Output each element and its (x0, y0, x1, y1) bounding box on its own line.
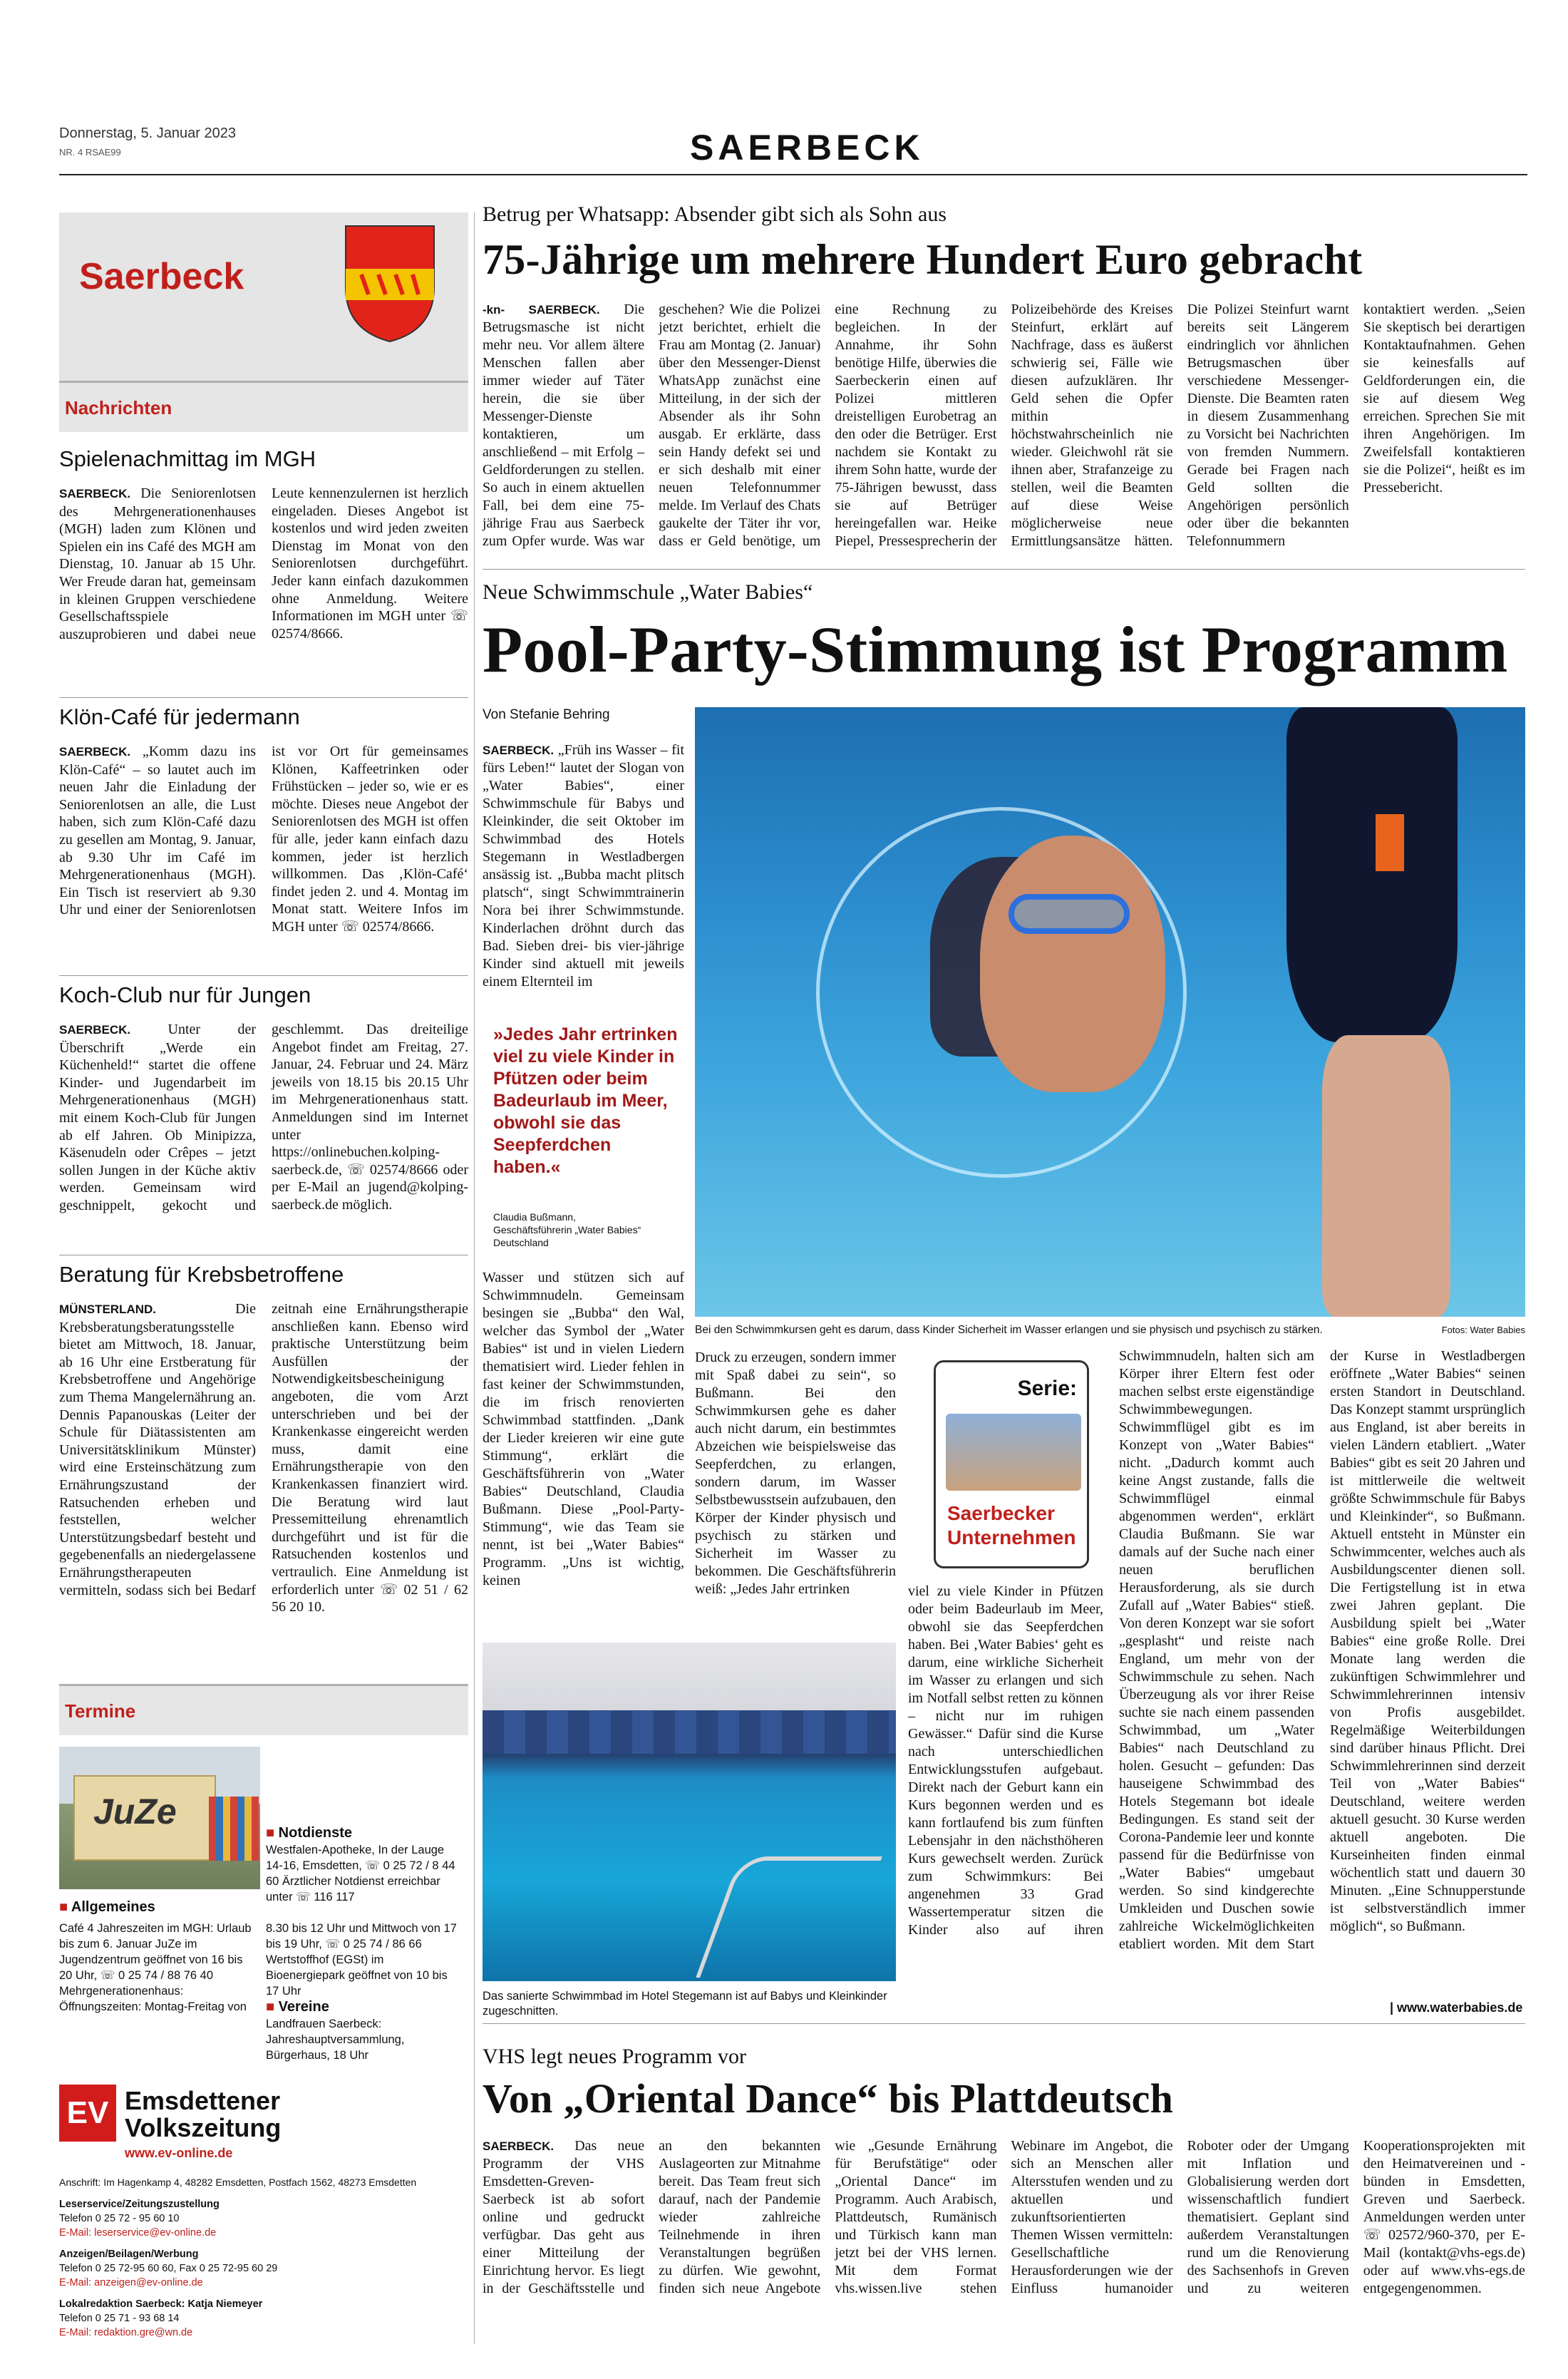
anzeigen-phone: Telefon 0 25 72-95 60 60, Fax 0 25 72-95 60 29 (59, 2263, 278, 2274)
pull-quote-author: Claudia Bußmann, (493, 1211, 576, 1223)
news-item-dateline: SAERBECK. (59, 1023, 131, 1037)
article3-dateline: SAERBECK. (483, 2139, 555, 2153)
divider (483, 569, 1525, 570)
article2-col-c-text: viel zu viele Kinder in Pfützen oder beim Badeurlaub im Meer, obwohl sie das Seepferdchen haben. Bei ‚Water Babies‘ geht es darum, eine wirkliche Sicherheit im Wasser zu erlangen und sich im Notfall selbst retten zu können – nicht nur im ruhigen Gewässer.“ Dafür sind die Kurse nach unterschiedlichen Entwicklungsstufen aufgebaut. Direkt nach der Geburt kann ein Kurs begonnen werden und es kann fortlaufend bis zum fünften Lebensjahr in den nächsthöheren Kurs gewechselt werden. Zurück zum Schwimmkurs: Bei angenehmen 33 Grad Wassertemperatur sitzen die Kinder also auf ihren Schwimmnudeln, halten sich am Körper ihrer Eltern fest oder machen selbst erste eigenständige Schwimmbewegungen. Schwimmflügel gibt es im Konzept von „Water Babies“ nicht. „Dadurch kommt auch keine Angst zustande, falls die Schwimmflügel einmal abgenommen werden“, erklärt Claudia Bußmann. Sie war damals auf der Suche nach einer neuen beruflichen Herausforderung, als sie durch Zufall auf „Water Babies“ stieß. Von deren Konzept war sie sofort „gesplasht“ und reiste nach England, um mehr von der Schwimmschule zu sehen. Nach Überzeugung als vor ihrer Reise suchte sie nach einem passenden Schwimmbad, um „Water Babies“ nach Deutschland zu holen. Gesucht – gefunden: Das hauseigene Schwimmbad des Hotels Stegemann bot ideale Bedingungen. Es stand seit der Corona-Pandemie leer und konnte passend für die Bedürfnisse von „Water Babies“ umgebaut werden. So sind kindgerechte Umkleiden und Duschen sowie zahlreiche Wickelmöglichkeiten etabliert worden. Mit dem Start der Kurse in Westladbergen eröffnete „Water Babies“ seinen ersten Standort in Deutschland. Das Konzept stammt ursprünglich aus England, ist aber bereits in vielen Ländern etabliert. „Water Babies“ gibt es seit 20 Jahren und ist mittlerweile die weltweit größte Schwimmschule für Babys und Kleinkinder“, so Bußmann. Aktuell entsteht in Münster ein Schwimmcenter, welches auch als Ausbildungscenter dienen soll. Die Fertigstellung ist in etwa zwei Jahren geplant. Die Ausbildung spielt bei „Water Babies“ eine große Rolle. Drei Monate lang werden die zukünftigen Schwimmlehrer und Schwimmlehrerinnen intensiv von Profis ausgebildet. Regelmäßige Weiterbildungen sind darüber hinaus Pflicht. Drei Schwimmlehrerinnen sind derzeit Teil von „Water Babies“ Deutschland, weitere werden aktuell gesucht. 30 Kurse werden aktuell angeboten. Die Kurseinheiten finden einmal wöchentlich statt und dauern 30 Minuten. „Eine Schnupperstunde ist selbstverständlich immer möglich“, so Bußmann. (908, 1348, 1525, 1952)
column-rule (474, 212, 475, 2344)
article2-after-quote (483, 1269, 684, 1629)
termine-notdienste (266, 1825, 458, 1905)
swim-photo (695, 707, 1525, 1317)
pool-ladder (696, 1856, 882, 1978)
news-item-dateline: SAERBECK. (59, 745, 131, 759)
masthead-date: Donnerstag, 5. Januar 2023 (59, 125, 236, 141)
serie-title-2: Unternehmen (947, 1526, 1076, 1548)
publisher-contacts (59, 2197, 468, 2340)
termine-section-title: Termine (65, 1700, 136, 1722)
article2-dateline: SAERBECK. (483, 744, 555, 757)
square-bullet-icon: ■ (266, 1999, 275, 2015)
section-title: SAERBECK (690, 128, 924, 168)
square-bullet-icon: ■ (59, 1899, 68, 1915)
news-item-title: Beratung für Krebsbetroffene (59, 1262, 344, 1287)
news-item-title: Spielenachmittag im MGH (59, 446, 316, 471)
pull-quote: »Jedes Jahr ertrinken viel zu viele Kinder in Pfützen oder beim Badeurlaub im Meer, obwohl sie das Seepferdchen haben.« (493, 1024, 678, 1177)
news-item-title: Klön-Café für jedermann (59, 704, 300, 729)
termine-vereine-label: Vereine (278, 1999, 329, 2015)
divider (59, 975, 468, 976)
town-name: Saerbeck (79, 256, 244, 297)
redaktion-title: Lokalredaktion Saerbeck: Katja Niemeyer (59, 2298, 263, 2310)
child-goggles (1009, 894, 1130, 934)
termine-allgemeines-title (59, 1899, 260, 1915)
photo-credit: Fotos: Water Babies (1441, 1325, 1525, 1335)
news-section-title: Nachrichten (65, 397, 172, 418)
anzeigen-mail[interactable]: E-Mail: anzeigen@ev-online.de (59, 2277, 203, 2288)
termine-notdienste-body: Westfalen-Apotheke, In der Lauge 14-16, Emsdetten, ☏ 0 25 72 / 8 44 60 Ärztlicher Notdienst erreichbar unter ☏ 116 117 (266, 1844, 455, 1903)
news-item (59, 1262, 468, 1707)
termine-allgemeines-label: Allgemeines (71, 1899, 155, 1915)
termine-vereine-body: Landfrauen Saerbeck: Jahreshauptversammlung, Bürgerhaus, 18 Uhr (266, 2018, 405, 2062)
redaktion-mail[interactable]: E-Mail: redaktion.gre@wn.de (59, 2327, 193, 2338)
serie-label: Serie: (1017, 1377, 1077, 1400)
article1-dateline: -kn- SAERBECK. (483, 303, 600, 317)
pool-tiles (483, 1711, 896, 1754)
publisher-address: Anschrift: Im Hagenkamp 4, 48282 Emsdetten, Postfach 1562, 48273 Emsdetten (59, 2177, 417, 2188)
serie-title-1: Saerbecker (947, 1502, 1056, 1524)
termine-section-header (59, 1684, 468, 1735)
news-item-dateline: SAERBECK. (59, 487, 131, 500)
termine-allgemeines-body: Café 4 Jahreszeiten im MGH: Urlaub bis zum 6. Januar JuZe im Jugendzentrum geöffnet von 16 bis 20 Uhr, ☏ 0 25 74 / 88 76 40 Mehrgenerationenhaus: Öffnungszeiten: Montag-Freitag von 8.30 bis 12 Uhr und Mittwoch von 17 bis 19 Uhr, ☏ 0 25 74 / 86 66 Wertstoffhof (EGSt) im Bioenergiepark geöffnet von 10 bis 17 Uhr (59, 1922, 457, 2013)
news-item (59, 982, 468, 1256)
termine-notdienste-title (266, 1825, 458, 1841)
article2-headline: Pool-Party-Stimmung ist Programm (483, 613, 1508, 686)
leserservice-mail[interactable]: E-Mail: leserservice@ev-online.de (59, 2227, 217, 2239)
coat-of-arms-icon (343, 223, 437, 343)
publisher-url[interactable]: www.ev-online.de (125, 2146, 233, 2160)
serie-spacer (908, 1347, 1103, 1583)
article2-col-b (695, 1349, 896, 1627)
news-item-text (59, 1300, 468, 1707)
town-header (59, 212, 468, 381)
article2-after-quote-text: Wasser und stützen sich auf Schwimmnudeln. Gemeinsam besingen sie „Bubba“ den Wal, welcher das Symbol der „Water Babies“ ist und in vielen Liedern thematisiert wird. Lieder fehlen in fast keiner der Schwimmstunden, die im frisch renovierten Schwimmbad stattfinden. „Dank der Lieder kreieren wir eine gute Stimmung“, erklärt die Geschäftsführerin von „Water Babies“ Deutschland, Claudia Bußmann. Diese „Pool-Party-Stimmung“, wie das Team sie nennt, ist bei „Water Babies“ Programm. „Uns ist wichtig, keinen (483, 1270, 684, 1588)
article1-body (483, 301, 1525, 558)
article3-headline: Von „Oriental Dance“ bis Plattdeutsch (483, 2075, 1174, 2122)
article2-byline: Von Stefanie Behring (483, 707, 610, 722)
juze-wall-art (209, 1797, 259, 1861)
divider (59, 697, 468, 698)
article3-body (483, 2137, 1525, 2316)
news-item-title: Koch-Club nur für Jungen (59, 982, 311, 1007)
termine-notdienste-label: Notdienste (278, 1825, 352, 1841)
news-item-body: Die Seniorenlotsen des Mehrgenerationenhauses (MGH) laden zum Klönen und Spielen ein ins Café des MGH am Dienstag, 10. Januar ab 15 Uhr. Wer Freude daran hat, gemeinsam in kleinen Gruppen verschiedene Gesellschaftsspiele auszuprobieren und dabei neue Leute kennenzulernen ist herzlich eingeladen. Dieses Angebot ist kostenlos und wird jeden zweiten Dienstag im Monat von den Seniorenlotsen durchgeführt. Jeder kann einfach dazukommen ohne Anmeldung. Weitere Informationen im MGH unter ☏ 02574/8666. (59, 485, 468, 642)
juze-sign: JuZe (93, 1792, 177, 1831)
article2-lead-text: „Früh ins Wasser – fit fürs Leben!“ lautet der Slogan von „Water Babies“, einer Schwimmschule für Babys und Kleinkinder, die seit Oktober im Schwimmbad des Hotels Stegemann in Westladbergen ansässig ist. „Bubba macht plitsch platsch“, singt Schwimmtrainerin Nora bei ihrer Schwimmstunde. Kinderlachen dröhnt durch das Bad. Sieben drei- bis vier-jährige Kinder sind aktuell mit jeweils einem Elternteil im (483, 742, 684, 990)
news-item-body: „Komm dazu ins Klön-Café“ – so lautet auch im neuen Jahr die Einladung der Seniorenlotsen an alle, die Lust haben, sich zum Klön-Café dazu zu gesellen am Montag, 9. Januar, ab 9.30 Uhr im Café im Mehrgenerationenhaus (MGH). Ein Tisch ist reserviert ab 9.30 Uhr und einer der Seniorenlotsen ist vor Ort für gemeinsames Klönen, Kaffeetrinken oder Frühstücken – jeder so, wie er es möchte. Dieses neue Angebot der Seniorenlotsen des MGH ist offen für alle, jeder kann einfach dazu kommen, jeder ist herzlich willkommen. Das ‚Klön-Café‘ findet jeden 2. und 4. Montag im Monat statt. Weitere Infos im MGH unter ☏ 02574/8666. (59, 744, 468, 935)
article2-kicker: Neue Schwimmschule „Water Babies“ (483, 580, 813, 604)
article1-kicker: Betrug per Whatsapp: Absender gibt sich als Sohn aus (483, 202, 947, 226)
article3-kicker: VHS legt neues Programm vor (483, 2045, 746, 2068)
news-item-body: Unter der Überschrift „Werde ein Küchenheld!“ startet die offene Kinder- und Jugendarbeit im Mehrgenerationenhaus (MGH) mit einem Koch-Club für Jungen ab elf Jahren. Ob Minipizza, Käsenudeln oder Crêpes – jetzt sollen Jungen in der Küche aktiv werden. Gemeinsam wird geschnippelt, gekocht und geschlemmt. Das dreiteilige Angebot findet am Freitag, 27. Januar, 24. Februar und 24. März jeweils von 18.15 bis 20.15 Uhr im Mehrgenerationenhaus statt. Anmeldungen sind im Internet unter https://onlinebuchen.kolping-saerbeck.de, ☏ 02574/8666 oder per E-Mail an jugend@kolping-saerbeck.de möglich. (59, 1022, 468, 1213)
masthead-rule (59, 174, 1527, 175)
news-item (59, 704, 468, 978)
termine-vereine (266, 1999, 458, 2063)
news-item (59, 446, 468, 688)
child-figure (980, 836, 1165, 1092)
instructor-figure (1286, 707, 1458, 1042)
instructor-trim (1376, 814, 1404, 871)
juze-photo (59, 1747, 260, 1889)
news-item-text (59, 1021, 468, 1256)
publisher-name-line2: Volkszeitung (125, 2113, 282, 2142)
pull-quote-role: Geschäftsführerin „Water Babies“ Deutschland (493, 1224, 641, 1248)
article2-col-b-text: Druck zu erzeugen, sondern immer mit Spaß dabei zu sein“, so Bußmann. Bei den Schwimmkursen gehe es daher auch nicht darum, ein bestimmtes Abzeichen wie beispielsweise das Seepferdchen, zu erlangen, sondern darum, im Wasser Selbstbewusstsein aufzubauen, den Körper der Kinder physisch und psychisch zu stärken und Sicherheit im Wasser zu bekommen. Die Geschäftsführerin weiß: „Jedes Jahr ertrinken (695, 1350, 896, 1597)
square-bullet-icon: ■ (266, 1825, 275, 1841)
masthead-issue: NR. 4 RSAE99 (59, 147, 121, 158)
article2-lead (483, 741, 684, 1005)
news-item-text (59, 743, 468, 978)
leserservice-title: Leserservice/Zeitungszustellung (59, 2199, 220, 2210)
anzeigen-title: Anzeigen/Beilagen/Werbung (59, 2249, 199, 2260)
sidebar (59, 212, 468, 2358)
instructor-legs (1322, 1035, 1450, 1317)
news-item-dateline: MÜNSTERLAND. (59, 1302, 156, 1316)
pool-photo-caption: Das sanierte Schwimmbad im Hotel Stegemann ist auf Babys und Kleinkinder zugeschnitten. (483, 1990, 887, 2018)
article1-text: Die Betrugsmasche ist nicht mehr neu. Vor allem ältere Menschen fallen aber immer wieder auf Täter herein, die sie über Messenger-Dienste kontaktieren, um anschließend – mit Erfolg – Geldforderungen zu stellen. So auch in einem aktuellen Fall, bei dem eine 75-jährige Frau aus Saerbeck zum Opfer wurde. Was war geschehen? Wie die Polizei jetzt berichtet, erhielt die Frau am Montag (2. Januar) über den Messenger-Dienst WhatsApp zunächst eine Mitteilung, in der sich der Absender als ihr Sohn ausgab. Er erklärte, dass sein Handy defekt sei und er sich deshalb mit einer neuen Telefonnummer melde. Im Verlauf des Chats gaukelte der Täter ihr vor, dass er Geld benötige, um eine Rechnung zu begleichen. In der Annahme, ihr Sohn benötige Hilfe, überwies die Saerbeckerin einen auf Polizei mittleren dreistelligen Eurobetrag an den oder die Betrüger. Erst nachdem sie Kontakt zu ihrem Sohn hatte, wurde der 75-Jährigen bewusst, dass sie auf Betrüger hereingefallen war. Heike Piepel, Pressesprecherin der Polizeibehörde des Kreises Steinfurt, erklärt auf Nachfrage, dass es äußerst schwierig sei, Fälle wie diesen aufzuklären. Ihr Geld sehen die Opfer mithin höchstwahrscheinlich nie wieder. Gleichwohl rät sie ihnen aber, Strafanzeige zu stellen, weil die Beamten auf diese Weise möglicherweise neue Ermittlungsansätze hätten. Die Polizei Steinfurt warnt bereits seit Längerem eindringlich vor ähnlichen Betrugsmaschen über verschiedene Messenger-Dienste. Die Beamten raten in diesem Zusammenhang zu Vorsicht bei Nachrichten von fremden Nummern. Gerade bei Fragen nach Geld sollten die Angehörigen persönlich oder über die bekannten Telefonnummern kontaktiert werden. „Seien Sie skeptisch bei derartigen Kontaktaufnahmen. Gehen sie keinesfalls auf Geldforderungen ein, die sie auf diesem Weg erreichen. Sprechen Sie mit ihren Angehörigen. Im Zweifelsfall kontaktieren sie die Polizei“, heißt es im Pressebericht. (483, 302, 1525, 549)
redaktion-phone: Telefon 0 25 71 - 93 68 14 (59, 2313, 180, 2324)
termine-col1 (59, 1899, 260, 1915)
pool-photo (483, 1643, 896, 1981)
article1-headline: 75-Jährige um mehrere Hundert Euro gebracht (483, 236, 1363, 283)
termine-vereine-title (266, 1999, 458, 2015)
article2-web[interactable]: | www.waterbabies.de (1390, 2000, 1523, 2015)
photo-caption: Bei den Schwimmkursen geht es darum, dass Kinder Sicherheit im Wasser erlangen und sie physisch und psychisch zu stärken. (695, 1324, 1323, 1336)
news-item-text (59, 485, 468, 688)
leserservice-phone: Telefon 0 25 72 - 95 60 10 (59, 2213, 180, 2224)
article3-text: Das neue Programm der VHS Emsdetten-Greven-Saerbeck ist ab sofort online und gedruckt verfügbar. Das geht aus einer Mitteilung der Einrichtung hervor. Es liegt in der Geschäftsstelle und an den bekannten Auslageorten zur Mitnahme bereit. Das Team freut sich darauf, nach der Pandemie wieder zahlreiche Teilnehmende in ihren Veranstaltungen begrüßen zu dürfen. Wie gewohnt, finden sich neue Angebote wie „Gesunde Ernährung für Berufstätige“ oder „Oriental Dance“ im Programm. Auch Arabisch, Plattdeutsch, Rumänisch und Türkisch kann man jetzt bei der VHS lernen. Mit dem Format vhs.wissen.live stehen Webinare im Angebot, die sich an Menschen aller Altersstufen wenden und zu aktuellen und zukunftsorientierten Themen Wissen vermitteln: Gesellschaftliche Herausforderungen wie der Einfluss humanoider Roboter oder der Umgang mit Inflation und Globalisierung werden dort wissenschaftlich fundiert thematisiert. Geplant sind außerdem Veranstaltungen rund um die Renovierung des Sachsenhofs in Greven und zu weiteren Kooperationsprojekten mit den Heimatvereinen und -bünden in Emsdetten, Greven und Saerbeck. Anmeldungen werden unter ☏ 02572/960-370, per E-Mail (kontakt@vhs-egs.de) oder auf www.vhs-egs.de entgegengenommen. (483, 2138, 1525, 2296)
news-item-body: Die Krebsberatungsberatungsstelle bietet am Mittwoch, 18. Januar, ab 16 Uhr eine Erstberatung für Krebsbetroffene und Angehörige zum Thema Mangelernährung an. Dennis Papanouskas (Leiter der Schule für Diätassistenten am Universitätsklinikum Münster) wird eine Ersteinschätzung zum Ernährungszustand der Ratsuchenden erheben und feststellen, welcher Unterstützungsbedarf besteht und gegebenenfalls an niedergelassene Ernährungstherapeuten vermitteln, sodass sich bei Bedarf zeitnah eine Ernährungstherapie anschließen kann. Ebenso wird praktische Unterstützung beim Ausfüllen der Notwendigkeitsbescheinigung angeboten, die vom Arzt unterschrieben und bei der Krankenkasse eingereicht werden muss, damit eine Ernährungstherapie von den Krankenkassen finanziert wird. Die Beratung wird laut Pressemitteilung ehrenamtlich durchgeführt und ist für die Ratsuchenden kostenlos und vertraulich. Eine Anmeldung ist erforderlich unter ☏ 02 51 / 62 56 20 10. (59, 1301, 468, 1615)
publisher-name-line1: Emsdettener (125, 2086, 281, 2115)
divider (483, 2023, 1525, 2024)
article2-col-c (908, 1347, 1525, 2007)
publisher-logo: EV (59, 2085, 116, 2142)
news-section-header (59, 381, 468, 432)
